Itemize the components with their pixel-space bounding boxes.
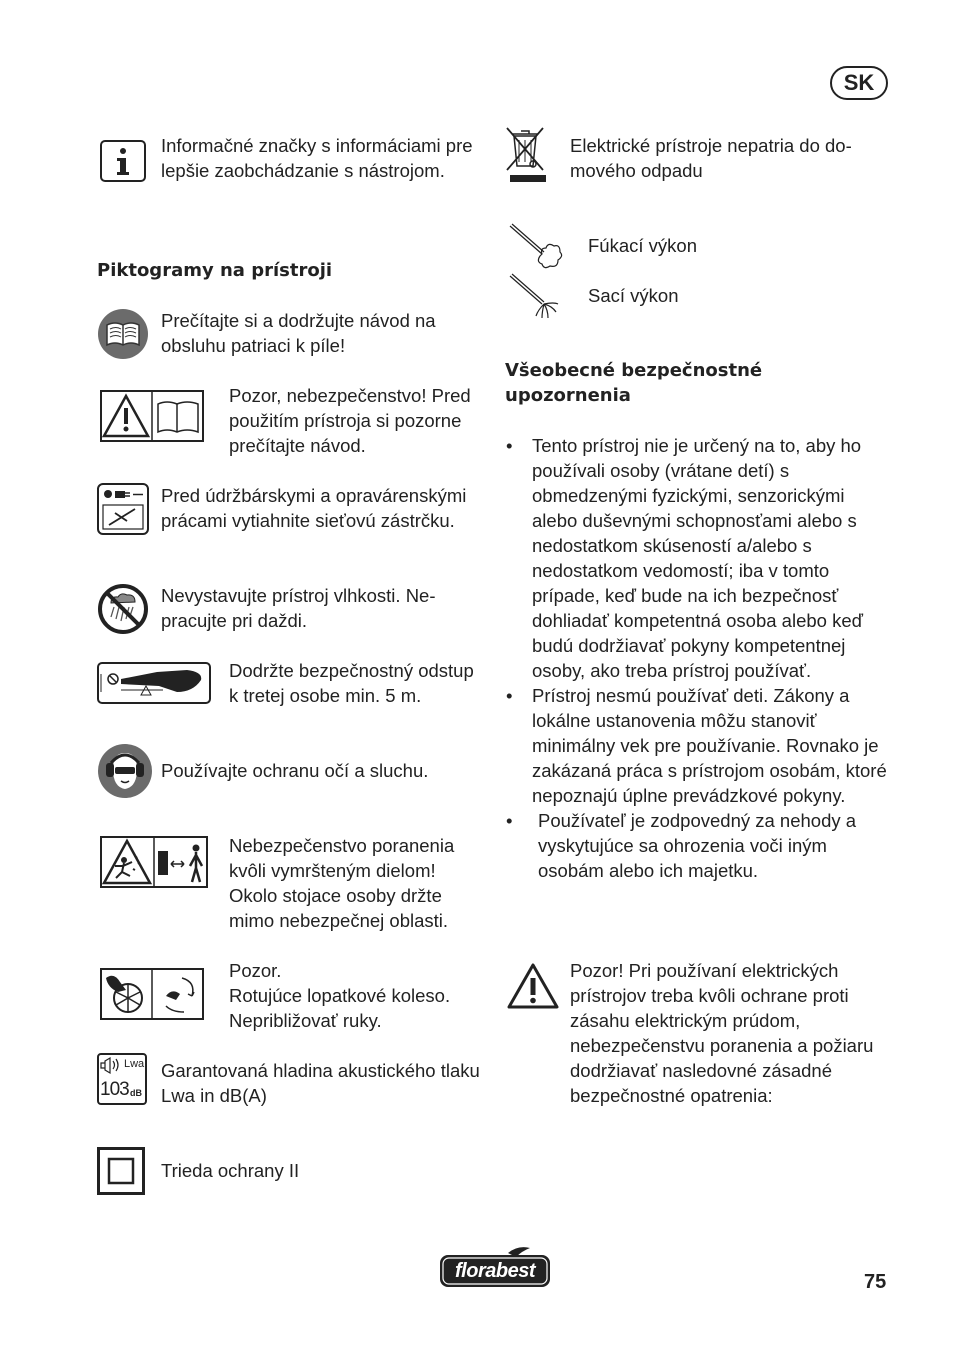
unplug-icon xyxy=(97,483,149,535)
suction-power-icon xyxy=(508,274,564,322)
safety-bullet-list xyxy=(506,433,888,883)
pictogram-text-safety-distance: Dodržte bezpečnostný odstup k tretej osobe min. 5 m. xyxy=(229,660,474,706)
info-icon xyxy=(100,140,146,182)
pictogram-text-protection-class: Trieda ochrany II xyxy=(161,1160,300,1181)
pictogram-text-unplug: Pred údržbárskymi a opravárenskými prácami vytiahnite sieťovú zástrčku. xyxy=(161,485,467,531)
safety-distance-icon xyxy=(97,662,211,704)
rotating-impeller-icon xyxy=(100,968,204,1020)
weee-text: Elektrické prístroje nepatria do domového odpadu xyxy=(570,135,852,181)
pictogram-text-warning: Pozor, nebezpečenstvo! Pred použitím prístroja si pozorne prečítajte návod. xyxy=(229,385,471,456)
no-rain-icon xyxy=(97,583,149,635)
safety-heading: Všeobecné bezpečnostné upozornenia xyxy=(505,360,763,406)
warning-manual-icon xyxy=(100,390,204,442)
sound-badge-label: Lwa xyxy=(124,1058,145,1070)
page-number: 75 xyxy=(864,1271,887,1293)
sound-badge-value: 103 xyxy=(100,1079,129,1100)
flying-debris-icon xyxy=(100,836,208,888)
warning-text: Pozor! Pri používaní elektrických prístrojov treba kvôli ochrane proti zásahu elektrickým prúdom, nebezpečenstvu poranenia a požiaru dodržiavať nasledovné zásadné bezpečnostné opatrenia: xyxy=(570,960,874,1106)
blow-text: Fúkací výkon xyxy=(588,235,697,256)
weee-crossed-bin-icon xyxy=(505,126,547,184)
pictogram-text-eye-ear: Používajte ochranu očí a sluchu. xyxy=(161,760,429,781)
pictogram-text-read-manual: Prečítajte si a dodržujte návod na obsluhu patriaci k píle! xyxy=(161,310,436,356)
eye-ear-protection-icon xyxy=(97,743,153,799)
florabest-logo xyxy=(438,1245,552,1289)
sound-level-icon xyxy=(97,1053,147,1105)
pictogram-text-no-rain: Nevystavujte prístroj vlhkosti. Nepracujte pri daždi. xyxy=(161,585,436,631)
warning-triangle-icon xyxy=(507,962,559,1010)
protection-class-ii-icon xyxy=(97,1147,145,1195)
brand-name: florabest xyxy=(455,1260,535,1282)
read-manual-icon xyxy=(97,308,149,360)
pictogram-text-flying-debris: Nebezpečenstvo poranenia kvôli vymršteným dielom! Okolo stojace osoby držte mimo nebezpečnej oblasti. xyxy=(229,835,455,931)
language-badge: SK xyxy=(830,66,888,100)
list-item: • Prístroj nesmú používať deti. Zákony a lokálne ustanovenia môžu stanoviť minimálny vek pre používanie. Rovnako je zakázaná práca s prístrojom osobám, ktoré nepoznajú úplne prevádzkové pokyny. xyxy=(506,683,888,808)
blow-power-icon xyxy=(508,224,564,272)
pictograms-heading: Piktogramy na prístroji xyxy=(97,260,333,281)
pictogram-text-impeller: Pozor. Rotujúce lopatkové koleso. Nepribližovať ruky. xyxy=(229,960,451,1031)
info-note-text: Informačné značky s informáciami pre lepšie zaobchádzanie s nástrojom. xyxy=(161,135,473,181)
pictogram-text-sound-level: Garantovaná hladina akustického tlaku Lwa in dB(A) xyxy=(161,1060,480,1106)
sound-badge-unit: dB xyxy=(130,1088,142,1098)
suction-text: Sací výkon xyxy=(588,285,679,306)
list-item: • Tento prístroj nie je určený na to, aby ho používali osoby (vrátane detí) s obmedzenými fyzickými, senzorickými alebo duševnými schopnosťami alebo s nedostatkom skúseností a/alebo s nedostatkom vedomostí; iba v tomto prípade, keď bude na ich bezpečnosť dohliadať kompetentná osoba alebo keď budú dodržiavať pokyny kompetentnej osoby, ako treba prístroj používať. xyxy=(506,433,888,683)
list-item: • Používateľ je zodpovedný za nehody a vyskytujúce sa ohrozenia voči iným osobám alebo ich majetku. xyxy=(506,808,888,883)
